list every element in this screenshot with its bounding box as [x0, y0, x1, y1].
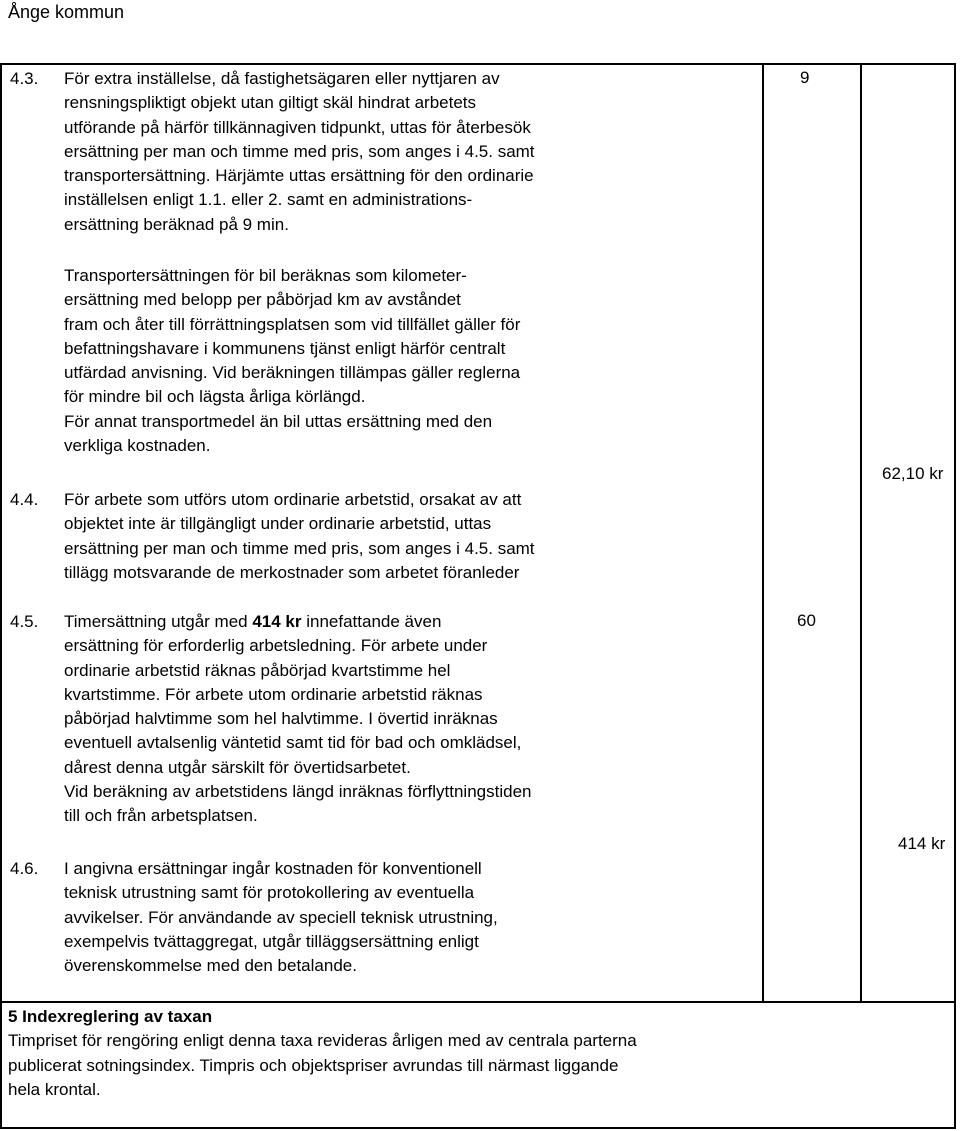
column-divider-2 [860, 65, 862, 1001]
fee-table [0, 63, 956, 1129]
column-divider-1 [762, 65, 764, 1001]
section-text: Timersättning utgår med 414 kr innefattande även ersättning för erforderlig arbetsledning. För arbete under ordinarie arbetstid räknas påbörjad kvartstimme hel kvartstimme. För arbete utom ordinarie arbetstid räknas påbörjad halvtimme som hel halvtimme. I övertid inräknas eventuell avtalsenlig väntetid samt tid för bad och omklädsel, dårest denna utgår särskilt för övertidsarbetet. Vid beräkning av arbetstidens längd inräknas förflyttningstiden till och från arbetsplatsen. [64, 612, 532, 826]
row-divider [2, 1001, 954, 1003]
document-header: Ånge kommun [8, 2, 125, 22]
minutes-value: 60 [797, 611, 816, 630]
section-number: 4.5. [10, 612, 39, 631]
section-heading: 5 Indexreglering av taxan [8, 1007, 213, 1026]
section-4-5 [2, 610, 531, 829]
section-number: 4.3. [10, 69, 39, 88]
minutes-value: 9 [800, 68, 810, 87]
section-text: För extra inställelse, då fastighetsägaren eller nyttjaren av rensningspliktigt objekt utan giltigt skäl hindrat arbetets utförande på härför tillkännagiven tidpunkt, uttas för återbesök ersättning per man och timme med pris, som anges i 4.5. samt transportersättning. Härjämte uttas ersättning för den ordinarie inställelsen enligt 1.1. eller 2. samt en administrations- ersättning beräknad på 9 min. [64, 69, 535, 234]
section-number: 4.4. [10, 490, 39, 509]
section-4-3-transport: Transportersättningen för bil beräknas som kilometer- ersättning med belopp per påbörjad km av avståndet fram och åter till förrättningsplatsen som vid tillfället gäller för befattningshavare i kommunens tjänst enligt härför centralt utfärdad anvisning. Vid beräkningen tillämpas gäller reglerna för mindre bil och lägsta årliga körlängd. För annat transportmedel än bil uttas ersättning med den verkliga kostnaden. [64, 266, 521, 456]
section-4-6 [2, 857, 498, 978]
price-value: 414 kr [898, 834, 946, 853]
section-text: I angivna ersättningar ingår kostnaden för konventionell teknisk utrustning samt för protokollering av eventuella avvikelser. För användande av speciell teknisk utrustning, exempelvis tvättaggregat, utgår tilläggsersättning enligt överenskommelse med den betalande. [64, 859, 498, 976]
section-4-4 [2, 488, 535, 585]
price-value: 62,10 kr [882, 464, 944, 483]
hourly-rate: 414 kr [252, 612, 302, 631]
section-4-3 [2, 67, 535, 237]
section-text: För arbete som utförs utom ordinarie arbetstid, orsakat av att objektet inte är tillgängligt under ordinarie arbetstid, uttas ersättning per man och timme med pris, som anges i 4.5. samt tillägg motsvarande de merkostnader som arbetet föranleder [64, 490, 535, 582]
section-first-line: Timersättning utgår med 414 kr innefattande även [64, 612, 442, 631]
section-5: 5 Indexreglering av taxan Timpriset för rengöring enligt denna taxa revideras årligen med av centrala parterna publicerat sotningsindex. Timpris och objektspriser avrundas till närmast liggande hela krontal. [8, 1007, 637, 1099]
section-number: 4.6. [10, 859, 39, 878]
